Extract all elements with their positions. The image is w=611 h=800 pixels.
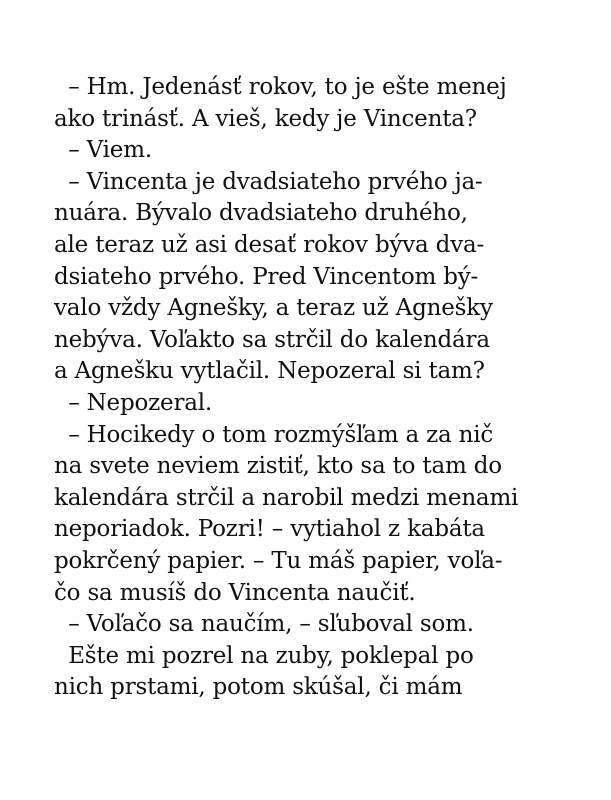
text-line-7: dsiateho prvého. Pred Vincentom bý- — [54, 263, 479, 290]
text-line-6: ale teraz už asi desať rokov býva dva- — [54, 231, 485, 258]
text-line-11: – Nepozeral. — [54, 389, 213, 416]
text-line-1: – Hm. Jedenásť rokov, to je ešte menej — [54, 74, 507, 100]
text-line-20: nich prstami, potom skúšal, či mám — [54, 674, 463, 701]
body-text — [54, 72, 574, 704]
text-line-8: valo vždy Agnešky, a teraz už Agnešky — [54, 295, 493, 322]
text-line-16: pokrčený papier. – Tu máš papier, voľa- — [54, 547, 503, 574]
text-line-15: neporiadok. Pozri! – vytiahol z kabáta — [54, 516, 485, 543]
text-line-10: a Agnešku vytlačil. Nepozeral si tam? — [54, 358, 485, 385]
text-line-12: – Hocikedy o tom rozmýšľam a za nič — [54, 421, 494, 448]
text-line-4: – Vincenta je dvadsiateho prvého ja- — [54, 168, 483, 195]
text-line-19: Ešte mi pozrel na zuby, poklepal po — [54, 642, 474, 669]
text-line-18: – Voľačo sa naučím, – sľuboval som. — [54, 611, 474, 638]
text-line-9: nebýva. Voľakto sa strčil do kalendára — [54, 326, 490, 353]
text-line-3: – Viem. — [54, 137, 152, 164]
text-line-2: ako trinásť. A vieš, kedy je Vincenta? — [54, 105, 477, 132]
text-line-13: na svete neviem zistiť, kto sa to tam do — [54, 453, 502, 480]
text-line-5: nuára. Bývalo dvadsiateho druhého, — [54, 200, 468, 227]
text-line-14: kalendára strčil a narobil medzi menami — [54, 484, 519, 511]
text-line-17: čo sa musíš do Vincenta naučiť. — [54, 579, 416, 606]
